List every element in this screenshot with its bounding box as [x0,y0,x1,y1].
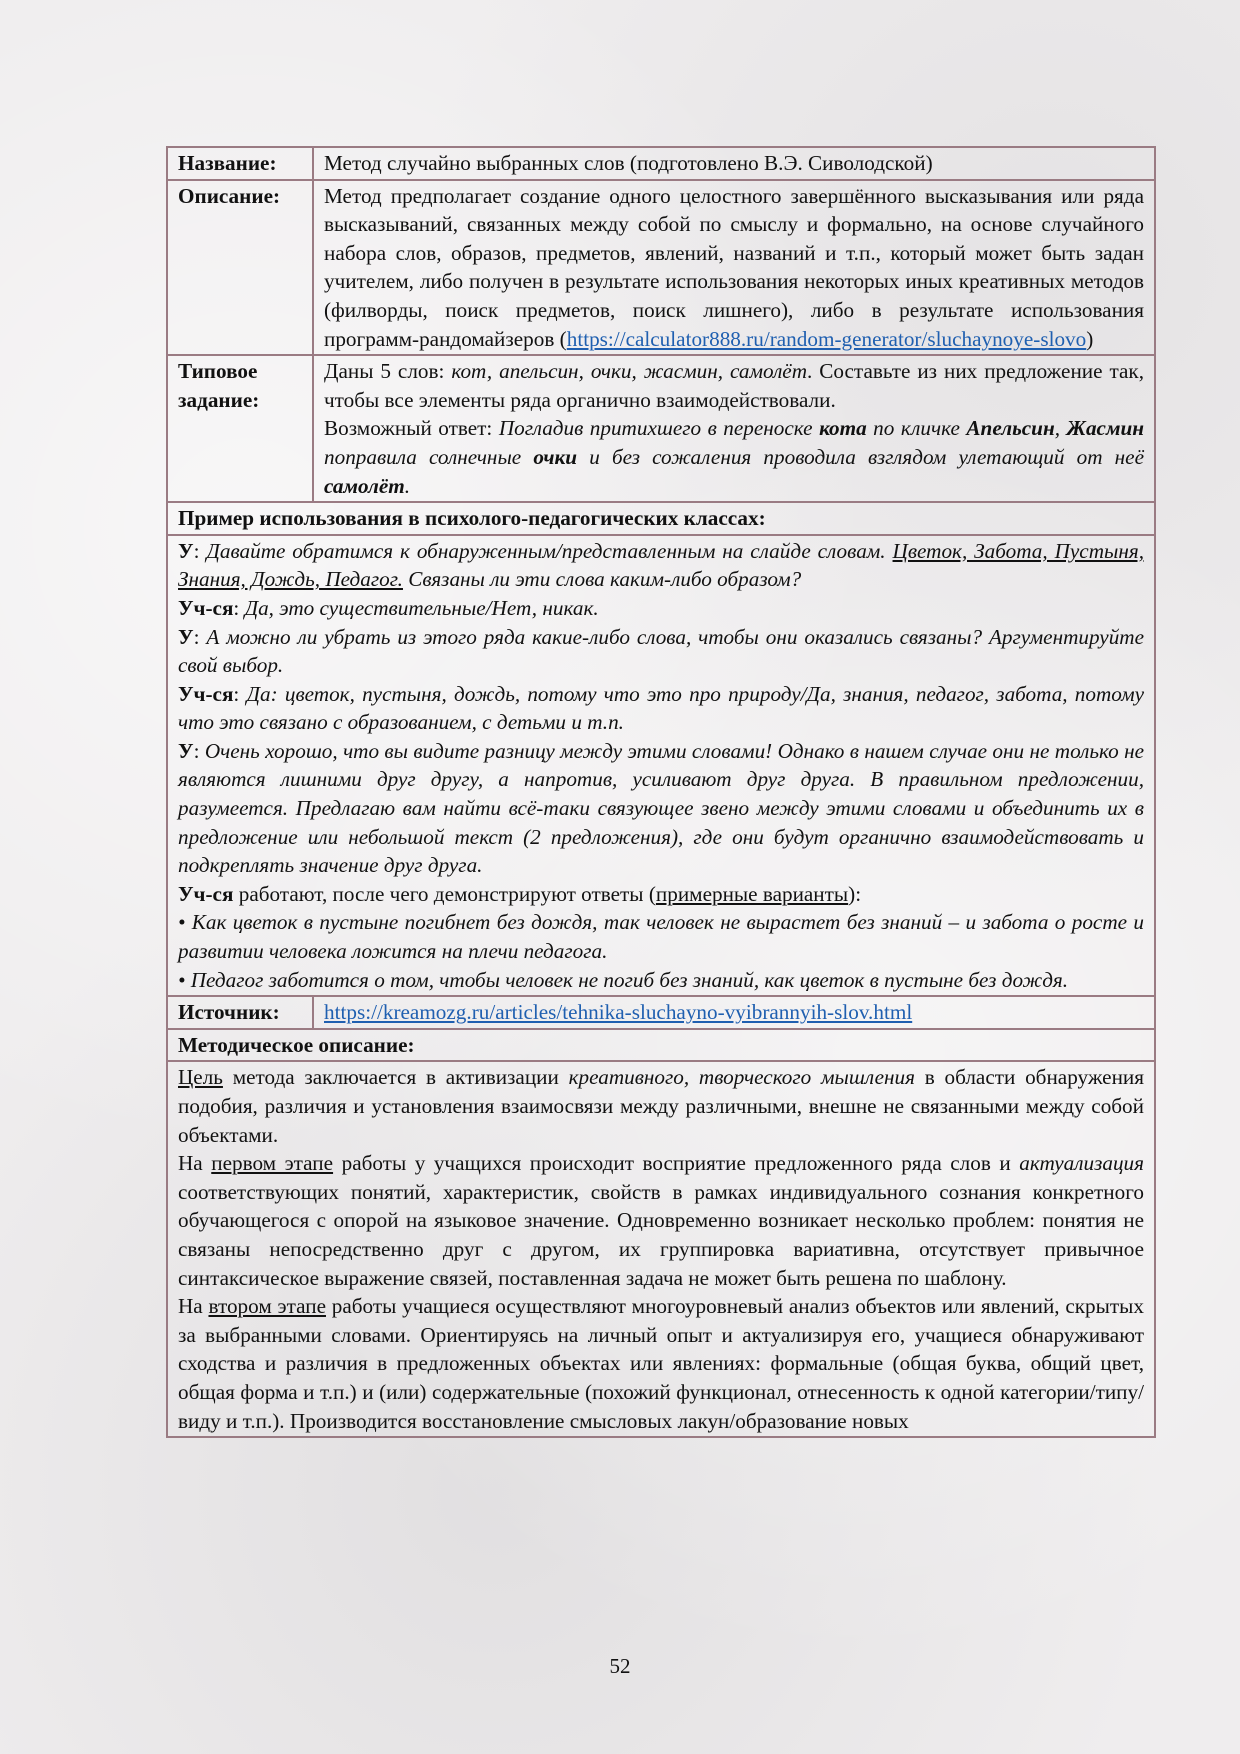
method-underlined: Цель [178,1065,223,1090]
name-label: Название: [167,147,313,180]
task-label: Типовое задание: [167,355,313,502]
dialogue-line [178,623,1144,680]
answer-keyword: кота [819,416,867,441]
bullet-text: • Как цветок в пустыне погибнет без дождя, так человек не вырастет без знаний – и забота о росте и развитии человека ложится на плечи педагога. [178,910,1144,964]
page-number: 52 [609,1654,631,1678]
speaker-students: Уч-ся [178,595,234,620]
method-text: На [178,1151,212,1176]
speaker-teacher: У [178,624,194,649]
speaker-teacher: У [178,738,194,763]
dialogue-line [178,680,1144,737]
dialogue-line [178,737,1144,880]
method-text: На [178,1294,209,1319]
example-heading: Пример использования в психолого-педагогических классах: [167,502,1155,535]
method-italic: актуализация [1019,1151,1144,1176]
answer-label: Возможный ответ: [324,416,499,441]
method-text: метода заключается в активизации [222,1065,569,1090]
dialogue-line [178,880,1144,909]
task-instruction: Составьте из них предложение так, чтобы все элементы ряда органично взаимодействовали. [324,359,1144,412]
name-row [167,147,1155,180]
randomizer-link[interactable]: https://calculator888.ru/random-generator/sluchaynoye-slovo [566,326,1087,351]
method-italic: креативного, творческого мышления [568,1065,915,1090]
dialogue-text: Да, это существительные/Нет, никак. [244,595,599,620]
speaker-teacher: У [178,538,194,563]
dialogue-words: Цветок, Забота, Пустыня, Знания, Дождь, Педагог. [178,538,1144,592]
task-words-end: . [807,359,813,384]
task-words: кот, апельсин, очки, жасмин, самолёт [451,359,808,384]
source-link[interactable]: https://kreamozg.ru/articles/tehnika-sluchayno-vyibrannyih-slov.html [324,1000,913,1025]
colon: : [193,538,207,563]
task-row [167,355,1155,502]
method-description [167,1061,1155,1437]
description-text: Метод предполагает создание одного целостного завершённого высказывания или ряда высказываний, связанных между собой по смыслу и формально, на основе случайного набора слов, образов, предметов, явлений, названий и т.п., который может быть задан учителем, либо получен в результате использования некоторых иных креативных методов (филворды, поиск предметов, поиск лишнего), либо в результате использования программ-рандомайзеров ( [324,183,1144,351]
example-row [167,535,1155,997]
description-label: Описание: [167,180,313,356]
bullet-text: • Педагог заботится о том, чтобы человек не погиб без знаний, как цветок в пустыне без дождя. [178,967,1069,992]
method-underlined: втором этапе [208,1294,326,1319]
speaker-students: Уч-ся [178,881,234,906]
method-text: соответствующих понятий, характеристик, свойств в рамках индивидуального сознания конкретного обучающегося с опорой на языковое значение. Одновременно возникает несколько проблем: понятия не связаны непосредственно друг с другом, их группировка вариативна, отсутствует привычное синтаксическое выражение связей, поставленная задача не может быть решена по шаблону. [178,1179,1144,1290]
answer-text: поправила солнечные [324,444,534,469]
dialogue-text: Да: цветок, пустыня, дождь, потому что это про природу/Да, знания, педагог, забота, потому что это связано с образованием, с детьми и т.п. [178,681,1144,735]
colon: : [193,624,207,649]
dialogue-underlined: примерные варианты [655,881,849,906]
colon: : [193,738,205,763]
name-value: Метод случайно выбранных слов (подготовлено В.Э. Сиволодской) [313,147,1155,180]
answer-keyword: очки [533,444,578,469]
source-row [167,996,1155,1029]
dialogue-text: Давайте обратимся к обнаруженным/представленным на слайде словам. [206,538,893,563]
answer-paragraph [324,414,1144,500]
task-paragraph [324,357,1144,414]
dialogue-text: ): [848,881,862,906]
answer-text: Погладив притихшего в переноске [498,416,820,441]
dialogue-line [178,594,1144,623]
answer-bullet [178,908,1144,965]
method-text: работы у учащихся происходит восприятие предложенного ряда слов и [333,1151,1020,1176]
answer-bullet [178,966,1144,995]
dialogue-text: Очень хорошо, что вы видите разницу между этими словами! Однако в нашем случае они не только не являются лишними друг другу, а напротив, усиливают друг друга. В правильном предложении, разумеется. Предлагаю вам найти всё-таки связующее звено между этими словами и объединить их в предложение или небольшой текст (2 предложения), где они будут органично взаимодействовать и подкреплять значение друг друга. [178,738,1144,878]
method-heading: Методическое описание: [167,1029,1155,1062]
method-paragraph [178,1292,1144,1435]
method-underlined: первом этапе [211,1151,334,1176]
colon: : [233,681,247,706]
method-row [167,1061,1155,1437]
description-row [167,180,1155,356]
answer-text: , [1054,416,1067,441]
colon: : [233,595,245,620]
source-label: Источник: [167,996,313,1029]
dialogue-text: А можно ли убрать из этого ряда какие-либо слова, чтобы они оказались связаны? Аргументируйте свой выбор. [178,624,1144,678]
dialogue-text: Связаны ли эти слова каким-либо образом? [402,567,802,592]
example-heading-row [167,502,1155,535]
answer-text: и без сожаления проводила взглядом улетающий от неё [577,444,1144,469]
dialogue-text: работают, после чего демонстрируют ответы ( [233,881,656,906]
speaker-students: Уч-ся [178,681,234,706]
description-value [313,180,1155,356]
example-dialogue [167,535,1155,997]
answer-keyword: самолёт [324,473,405,498]
method-text: в области обнаружения подобия, различия и установления взаимосвязи между различными, внешне не связанными между собой объектами. [178,1065,1145,1147]
answer-keyword: Жасмин [1066,416,1145,441]
method-paragraph [178,1063,1144,1149]
task-intro: Даны 5 слов: [324,359,452,384]
answer-text: по кличке [866,416,967,441]
method-heading-row [167,1029,1155,1062]
method-text: работы учащиеся осуществляют многоуровневый анализ объектов или явлений, скрытых за выбранными словами. Ориентируясь на личный опыт и актуализируя его, учащиеся обнаруживают сходства и различия в предложенных объектах или явлениях: формальные (общая буква, общий цвет, общая форма и т.п.) и (или) содержательные (похожий функционал, отнесенность к одной категории/типу/виду и т.п.). Производится восстановление смысловых лакун/образование новых [178,1294,1144,1433]
method-card-table [166,146,1156,1438]
method-paragraph [178,1149,1144,1292]
answer-keyword: Апельсин [966,416,1055,441]
source-value [313,996,1155,1029]
answer-text: . [404,473,411,498]
dialogue-line [178,537,1144,594]
description-close: ) [1086,326,1094,351]
task-value [313,355,1155,502]
